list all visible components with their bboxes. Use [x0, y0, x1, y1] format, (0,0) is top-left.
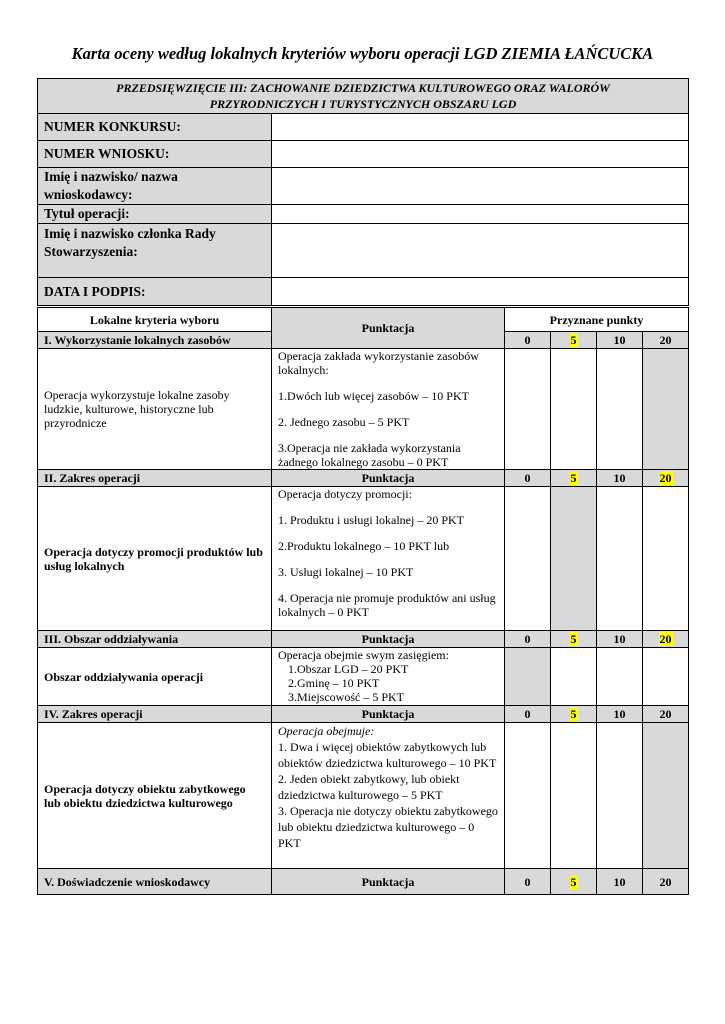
section-3-scoring-header: Punktacja — [272, 631, 505, 648]
section-1-description: Operacja wykorzystuje lokalne zasoby ludzkie, kulturowe, historyczne lub przyrodnicze — [38, 349, 272, 470]
applicant-name-field[interactable] — [272, 168, 689, 205]
section-2-scoring-header: Punktacja — [272, 470, 505, 487]
criteria-table — [37, 307, 689, 895]
section-2-box-5 — [551, 487, 597, 631]
section-3-box-20[interactable] — [643, 648, 689, 706]
points-5: 5 — [551, 706, 597, 723]
applicant-name-label: Imię i nazwisko/ nazwa wnioskodawcy: — [38, 168, 272, 205]
date-signature-field[interactable] — [272, 278, 689, 306]
initiative-header-line1: PRZEDSIĘWZIĘCIE III: ZACHOWANIE DZIEDZICTWA KULTUROWEGO ORAZ WALORÓW — [116, 81, 610, 95]
operation-title-label: Tytuł operacji: — [38, 205, 272, 224]
points-20: 20 — [643, 869, 689, 895]
section-4-description: Operacja dotyczy obiektu zabytkowego lub obiektu dziedzictwa kulturowego — [38, 723, 272, 869]
section-3-description: Obszar oddziaływania operacji — [38, 648, 272, 706]
section-3-box-10[interactable] — [597, 648, 643, 706]
section-4-box-10[interactable] — [597, 723, 643, 869]
points-10: 10 — [597, 706, 643, 723]
section-2-box-10[interactable] — [597, 487, 643, 631]
section-2-description: Operacja dotyczy promocji produktów lub usług lokalnych — [38, 487, 272, 631]
competition-number-field[interactable] — [272, 114, 689, 141]
section-3-scoring: Operacja obejmie swym zasięgiem: 1.Obszar LGD – 20 PKT 2.Gminę – 10 PKT 3.Miejscowość – 5 PKT — [272, 648, 505, 706]
section-1-box-20 — [643, 349, 689, 470]
section-2-box-0[interactable] — [505, 487, 551, 631]
initiative-header — [38, 79, 689, 114]
section-4-scoring-header: Punktacja — [272, 706, 505, 723]
section-4-box-20 — [643, 723, 689, 869]
section-1-box-10[interactable] — [597, 349, 643, 470]
section-4-scoring: Operacja obejmuje: 1. Dwa i więcej obiektów zabytkowych lub obiektów dziedzictwa kulturowego – 10 PKT 2. Jeden obiekt zabytkowy, lub obiekt dziedzictwa kulturowego – 5 PKT 3. Operacja nie dotyczy obiektu zabytkowego lub obiektu dziedzictwa kulturowego – 0 PKT — [272, 723, 505, 869]
section-1-title: I. Wykorzystanie lokalnych zasobów — [38, 332, 272, 349]
points-10: 10 — [597, 470, 643, 487]
awarded-points-header: Przyznane punkty — [505, 308, 689, 332]
points-5: 5 — [551, 869, 597, 895]
application-number-label: NUMER WNIOSKU: — [38, 141, 272, 168]
section-3-box-5[interactable] — [551, 648, 597, 706]
council-member-field[interactable] — [272, 224, 689, 278]
points-0: 0 — [505, 631, 551, 648]
section-5-scoring-header: Punktacja — [272, 869, 505, 895]
points-10: 10 — [597, 869, 643, 895]
section-1-scoring: Operacja zakłada wykorzystanie zasobów lokalnych: 1.Dwóch lub więcej zasobów – 10 PKT 2. Jednego zasobu – 5 PKT 3.Operacja nie zakłada wykorzystania żadnego lokalnego zasobu – 0 PKT — [272, 349, 505, 470]
applicant-info-table — [37, 78, 689, 306]
points-10: 10 — [597, 332, 643, 349]
points-20: 20 — [643, 631, 689, 648]
points-0: 0 — [505, 470, 551, 487]
points-0: 0 — [505, 706, 551, 723]
points-5: 5 — [551, 631, 597, 648]
points-20: 20 — [643, 332, 689, 349]
section-4-box-5[interactable] — [551, 723, 597, 869]
points-20: 20 — [643, 470, 689, 487]
scoring-header: Punktacja — [272, 308, 505, 349]
points-20: 20 — [643, 706, 689, 723]
section-2-scoring: Operacja dotyczy promocji: 1. Produktu i usługi lokalnej – 20 PKT 2.Produktu lokalnego – 10 PKT lub 3. Usługi lokalnej – 10 PKT 4. Operacja nie promuje produktów ani usług lokalnych – 0 PKT — [272, 487, 505, 631]
date-signature-label: DATA I PODPIS: — [38, 278, 272, 306]
section-4-box-0[interactable] — [505, 723, 551, 869]
points-5: 5 — [551, 332, 597, 349]
points-0: 0 — [505, 332, 551, 349]
points-0: 0 — [505, 869, 551, 895]
initiative-header-line2: PRZYRODNICZYCH I TURYSTYCZNYCH OBSZARU LGD — [209, 97, 517, 111]
section-1-box-0[interactable] — [505, 349, 551, 470]
points-5: 5 — [551, 470, 597, 487]
section-1-box-5[interactable] — [551, 349, 597, 470]
criteria-header: Lokalne kryteria wyboru — [38, 308, 272, 332]
section-2-title: II. Zakres operacji — [38, 470, 272, 487]
council-member-label: Imię i nazwisko członka Rady Stowarzyszenia: — [38, 224, 272, 278]
application-number-field[interactable] — [272, 141, 689, 168]
section-3-title: III. Obszar oddziaływania — [38, 631, 272, 648]
page-title: Karta oceny według lokalnych kryteriów wyboru operacji LGD ZIEMIA ŁAŃCUCKA — [71, 44, 654, 63]
section-5-title: V. Doświadczenie wnioskodawcy — [38, 869, 272, 895]
competition-number-label: NUMER KONKURSU: — [38, 114, 272, 141]
operation-title-field[interactable] — [272, 205, 689, 224]
section-2-box-20[interactable] — [643, 487, 689, 631]
section-4-title: IV. Zakres operacji — [38, 706, 272, 723]
section-3-box-0 — [505, 648, 551, 706]
points-10: 10 — [597, 631, 643, 648]
